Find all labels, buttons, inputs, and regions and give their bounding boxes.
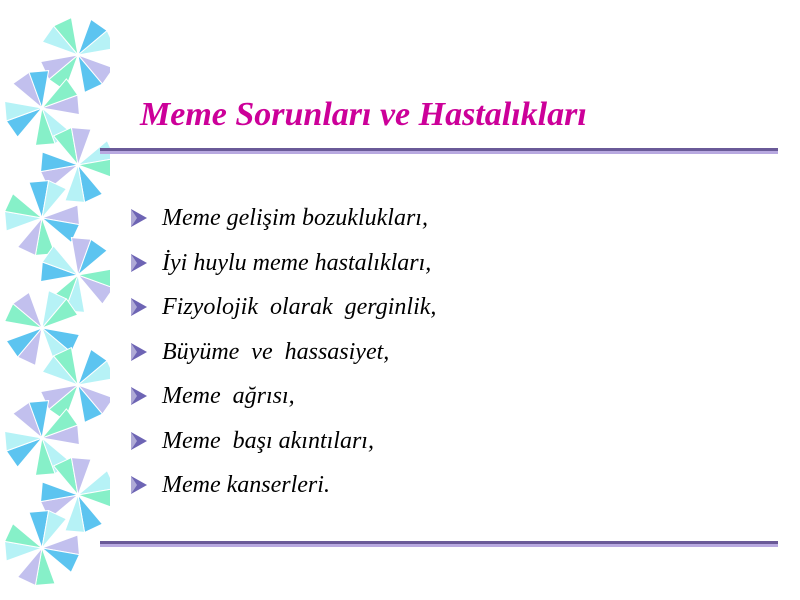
list-item: [128, 463, 768, 508]
bullet-triangle-icon: [128, 386, 150, 406]
pinwheel-icon: [41, 348, 110, 423]
bullet-text: Meme kanserleri.: [162, 472, 330, 499]
bullet-triangle-icon: [128, 253, 150, 273]
bullet-text: Büyüme ve hassasiyet,: [162, 338, 390, 365]
footer-divider: [100, 541, 778, 547]
bullet-triangle-icon: [128, 475, 150, 495]
bullet-text: Meme gelişim bozuklukları,: [162, 205, 428, 232]
list-item: [128, 285, 768, 330]
list-item: [128, 419, 768, 464]
title-divider: [100, 148, 778, 154]
pinwheel-decoration: [0, 0, 110, 600]
slide-title: Meme Sorunları ve Hastalıkları: [140, 96, 587, 133]
list-item: [128, 241, 768, 286]
bullet-text: Fizyolojik olarak gerginlik,: [162, 294, 437, 321]
bullet-triangle-icon: [128, 208, 150, 228]
bullet-triangle-icon: [128, 431, 150, 451]
bullet-text: İyi huylu meme hastalıkları,: [162, 249, 432, 276]
list-item: [128, 196, 768, 241]
bullet-triangle-icon: [128, 342, 150, 362]
bullet-list: [128, 196, 768, 508]
bullet-text: Meme ağrısı,: [162, 383, 295, 410]
pinwheel-icon: [41, 18, 110, 93]
list-item: [128, 374, 768, 419]
bullet-text: Meme başı akıntıları,: [162, 427, 374, 454]
bullet-triangle-icon: [128, 297, 150, 317]
list-item: [128, 330, 768, 375]
